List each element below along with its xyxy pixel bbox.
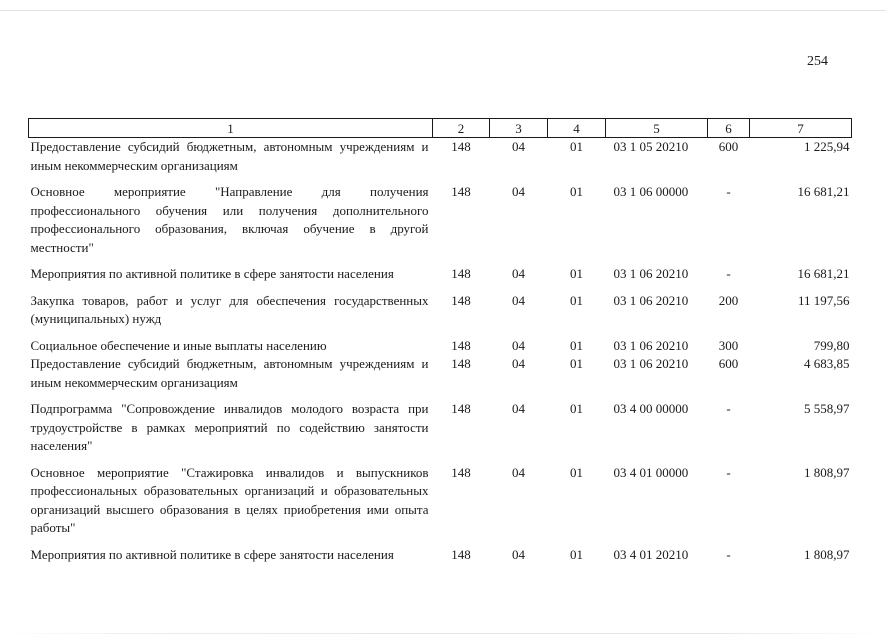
header-col-1: 1: [29, 119, 433, 138]
row-code-admin: 148: [451, 266, 471, 281]
row-code-admin: 148: [451, 337, 471, 353]
table-row: [29, 265, 852, 292]
row-amount: 1 808,97: [804, 464, 850, 480]
row-code-expense-type: 200: [718, 292, 739, 308]
header-col-2: 2: [433, 119, 490, 138]
row-name: Мероприятия по активной политике в сфере занятости населения: [30, 266, 394, 281]
row-code-expense-type: -: [726, 266, 731, 281]
row-code-admin: 148: [451, 356, 471, 371]
budget-table: [28, 118, 852, 564]
row-amount: 16 681,21: [797, 184, 850, 199]
row-code-expense-type: -: [726, 401, 731, 416]
row-name: Основное мероприятие "Направление для получения профессионального обучения или получения дополнительного профессионального образования, включая обучение в другой местности": [30, 184, 429, 255]
row-code-admin: 148: [451, 139, 471, 154]
table-header-row: [29, 119, 852, 138]
row-code-subsection: 01: [570, 356, 583, 371]
table-row: [29, 183, 852, 265]
row-code-admin: 148: [451, 184, 471, 199]
page-number: 254: [807, 54, 828, 69]
row-amount: 5 558,97: [804, 401, 850, 416]
row-code-target: 03 4 01 20210: [613, 546, 689, 562]
header-col-4: 4: [548, 119, 606, 138]
table-row: [29, 292, 852, 337]
row-code-target: 03 1 06 20210: [613, 292, 689, 308]
row-code-target: 03 4 01 00000: [613, 464, 689, 480]
row-code-section: 04: [512, 356, 525, 371]
row-code-subsection: 01: [570, 337, 583, 353]
row-name: Закупка товаров, работ и услуг для обеспечения государственных (муниципальных) нужд: [30, 292, 429, 326]
row-name: Предоставление субсидий бюджетным, автономным учреждениям и иным некоммерческим организациям: [30, 139, 429, 173]
row-code-target: 03 1 06 20210: [613, 337, 689, 353]
header-col-6: 6: [708, 119, 750, 138]
row-amount: 4 683,85: [804, 356, 850, 371]
table-row: [29, 337, 852, 356]
table-row: [29, 546, 852, 565]
row-code-expense-type: 600: [718, 356, 739, 371]
row-code-expense-type: 600: [718, 139, 739, 154]
row-name: Подпрограмма "Сопровождение инвалидов молодого возраста при трудоустройстве в рамках мероприятий по содействию занятости населения": [30, 401, 429, 453]
row-code-admin: 148: [451, 546, 471, 562]
row-code-target: 03 1 05 20210: [613, 139, 689, 154]
row-code-admin: 148: [451, 401, 471, 416]
row-code-section: 04: [512, 546, 525, 562]
row-amount: 11 197,56: [797, 292, 850, 308]
row-amount: 799,80: [813, 337, 850, 353]
row-code-subsection: 01: [570, 464, 583, 480]
row-code-section: 04: [512, 464, 525, 480]
table-row: [29, 400, 852, 464]
row-code-expense-type: 300: [718, 337, 739, 353]
header-col-5: 5: [606, 119, 708, 138]
header-col-7: 7: [750, 119, 852, 138]
table-row: [29, 464, 852, 546]
row-amount: 1 225,94: [804, 139, 850, 154]
row-code-expense-type: -: [726, 546, 731, 562]
row-amount: 16 681,21: [797, 266, 850, 281]
row-code-subsection: 01: [570, 292, 583, 308]
row-name: Социальное обеспечение и иные выплаты населению: [30, 337, 327, 353]
row-code-target: 03 1 06 20210: [613, 266, 689, 281]
row-code-subsection: 01: [570, 139, 583, 154]
row-code-subsection: 01: [570, 546, 583, 562]
row-code-expense-type: -: [726, 184, 731, 199]
row-code-section: 04: [512, 184, 525, 199]
row-code-section: 04: [512, 139, 525, 154]
scan-bottom-edge: [0, 633, 886, 634]
row-code-section: 04: [512, 292, 525, 308]
row-code-admin: 148: [451, 464, 471, 480]
row-code-target: 03 4 00 00000: [613, 401, 689, 416]
scan-top-edge: [0, 10, 886, 11]
row-code-section: 04: [512, 401, 525, 416]
header-col-3: 3: [490, 119, 548, 138]
row-name: Предоставление субсидий бюджетным, автономным учреждениям и иным некоммерческим организациям: [30, 356, 429, 390]
row-code-admin: 148: [451, 292, 471, 308]
row-code-subsection: 01: [570, 184, 583, 199]
row-code-expense-type: -: [726, 464, 731, 480]
row-name: Основное мероприятие "Стажировка инвалидов и выпускников профессиональных образовательных организаций и образовательных организаций высшего образования в целях приобретения ими опыта работы": [30, 464, 429, 535]
table-row: [29, 138, 852, 184]
row-code-section: 04: [512, 266, 525, 281]
row-code-subsection: 01: [570, 266, 583, 281]
row-code-target: 03 1 06 00000: [613, 184, 689, 199]
table-row: [29, 355, 852, 400]
row-amount: 1 808,97: [804, 546, 850, 562]
row-code-section: 04: [512, 337, 525, 353]
row-code-target: 03 1 06 20210: [613, 356, 689, 371]
row-code-subsection: 01: [570, 401, 583, 416]
row-name: Мероприятия по активной политике в сфере занятости населения: [30, 546, 394, 562]
